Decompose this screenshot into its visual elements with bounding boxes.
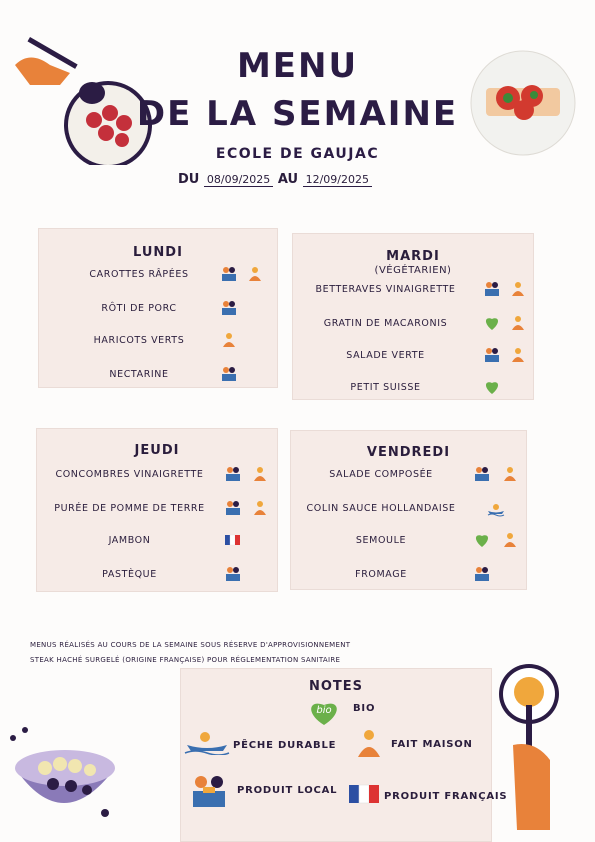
day-title-mardi: MARDI	[386, 249, 440, 264]
legend-local: PRODUIT LOCAL	[237, 785, 338, 796]
menu-item: FROMAGE	[355, 569, 407, 580]
au-label: AU	[277, 172, 299, 187]
legend-maison: FAIT MAISON	[391, 739, 473, 750]
menu-item: CAROTTES RÂPÉES	[89, 269, 189, 280]
local-product-icon	[224, 565, 242, 583]
blueberry-bowl-illustration	[5, 718, 123, 830]
menu-item: GRATIN DE MACARONIS	[323, 318, 448, 329]
local-product-icon	[483, 346, 501, 364]
title-line-1: MENU	[236, 46, 359, 86]
menu-item: PASTÈQUE	[102, 569, 157, 580]
date-to: 12/09/2025	[303, 173, 372, 187]
legend-title: NOTES	[308, 679, 364, 694]
local-product-icon	[473, 465, 491, 483]
french-flag-icon	[224, 531, 242, 549]
footnote-steak: STEAK HACHÉ SURGELÉ (ORIGINE FRANÇAISE) POUR RÉGLEMENTATION SANITAIRE	[30, 656, 341, 664]
date-from: 08/09/2025	[204, 173, 273, 187]
bio-icon	[473, 531, 491, 549]
menu-item: RÔTI DE PORC	[101, 303, 177, 314]
menu-item: SALADE COMPOSÉE	[329, 469, 433, 480]
day-title-lundi: LUNDI	[133, 245, 183, 260]
menu-item: PURÉE DE POMME DE TERRE	[54, 503, 205, 514]
date-range	[178, 172, 418, 187]
local-product-icon	[220, 365, 238, 383]
homemade-icon	[509, 280, 527, 298]
menu-item: CONCOMBRES VINAIGRETTE	[55, 469, 204, 480]
school-name: ECOLE DE GAUJAC	[215, 146, 380, 162]
menu-item: COLIN SAUCE HOLLANDAISE	[306, 503, 456, 514]
sustainable-fishing-icon	[183, 727, 231, 755]
fork-hand-illustration	[495, 660, 575, 835]
menu-item: PETIT SUISSE	[350, 382, 421, 393]
local-product-icon	[220, 299, 238, 317]
homemade-legend-icon	[353, 727, 385, 759]
title-line-2: DE LA SEMAINE	[136, 94, 459, 134]
sustainable-fishing-icon	[487, 499, 505, 517]
menu-item: BETTERAVES VINAIGRETTE	[315, 284, 456, 295]
local-product-icon	[483, 280, 501, 298]
legend-peche: PÊCHE DURABLE	[233, 740, 337, 751]
day-subtitle-mardi: (VÉGÉTARIEN)	[374, 265, 452, 276]
local-product-icon	[224, 499, 242, 517]
legend-francais: PRODUIT FRANÇAIS	[384, 791, 508, 802]
day-title-jeudi: JEUDI	[134, 443, 180, 458]
local-product-icon	[224, 465, 242, 483]
homemade-icon	[246, 265, 264, 283]
homemade-icon	[501, 531, 519, 549]
local-product-icon	[220, 265, 238, 283]
homemade-icon	[220, 331, 238, 349]
local-product-legend-icon	[189, 773, 229, 809]
menu-item: SEMOULE	[355, 535, 407, 546]
day-title-vendredi: VENDREDI	[366, 445, 451, 460]
day-box-lundi	[38, 228, 278, 388]
french-flag-legend-icon	[347, 781, 381, 807]
homemade-icon	[251, 499, 269, 517]
footnote-supply: MENUS RÉALISÉS AU COURS DE LA SEMAINE SOUS RÉSERVE D'APPROVISIONNEMENT	[30, 641, 351, 649]
bio-icon	[483, 378, 501, 396]
homemade-icon	[501, 465, 519, 483]
day-box-jeudi	[36, 428, 278, 592]
du-label: DU	[178, 172, 200, 187]
local-product-icon	[473, 565, 491, 583]
homemade-icon	[509, 346, 527, 364]
legend-box	[180, 668, 508, 842]
legend-bio: BIO	[353, 703, 376, 714]
menu-item: SALADE VERTE	[346, 350, 425, 361]
bio-icon	[483, 314, 501, 332]
bio-badge-text: bio	[316, 705, 332, 716]
homemade-icon	[509, 314, 527, 332]
day-box-mardi	[292, 233, 534, 400]
menu-item: NECTARINE	[109, 369, 169, 380]
homemade-icon	[251, 465, 269, 483]
menu-item: HARICOTS VERTS	[93, 335, 185, 346]
day-box-vendredi	[290, 430, 527, 590]
menu-item: JAMBON	[108, 535, 151, 546]
